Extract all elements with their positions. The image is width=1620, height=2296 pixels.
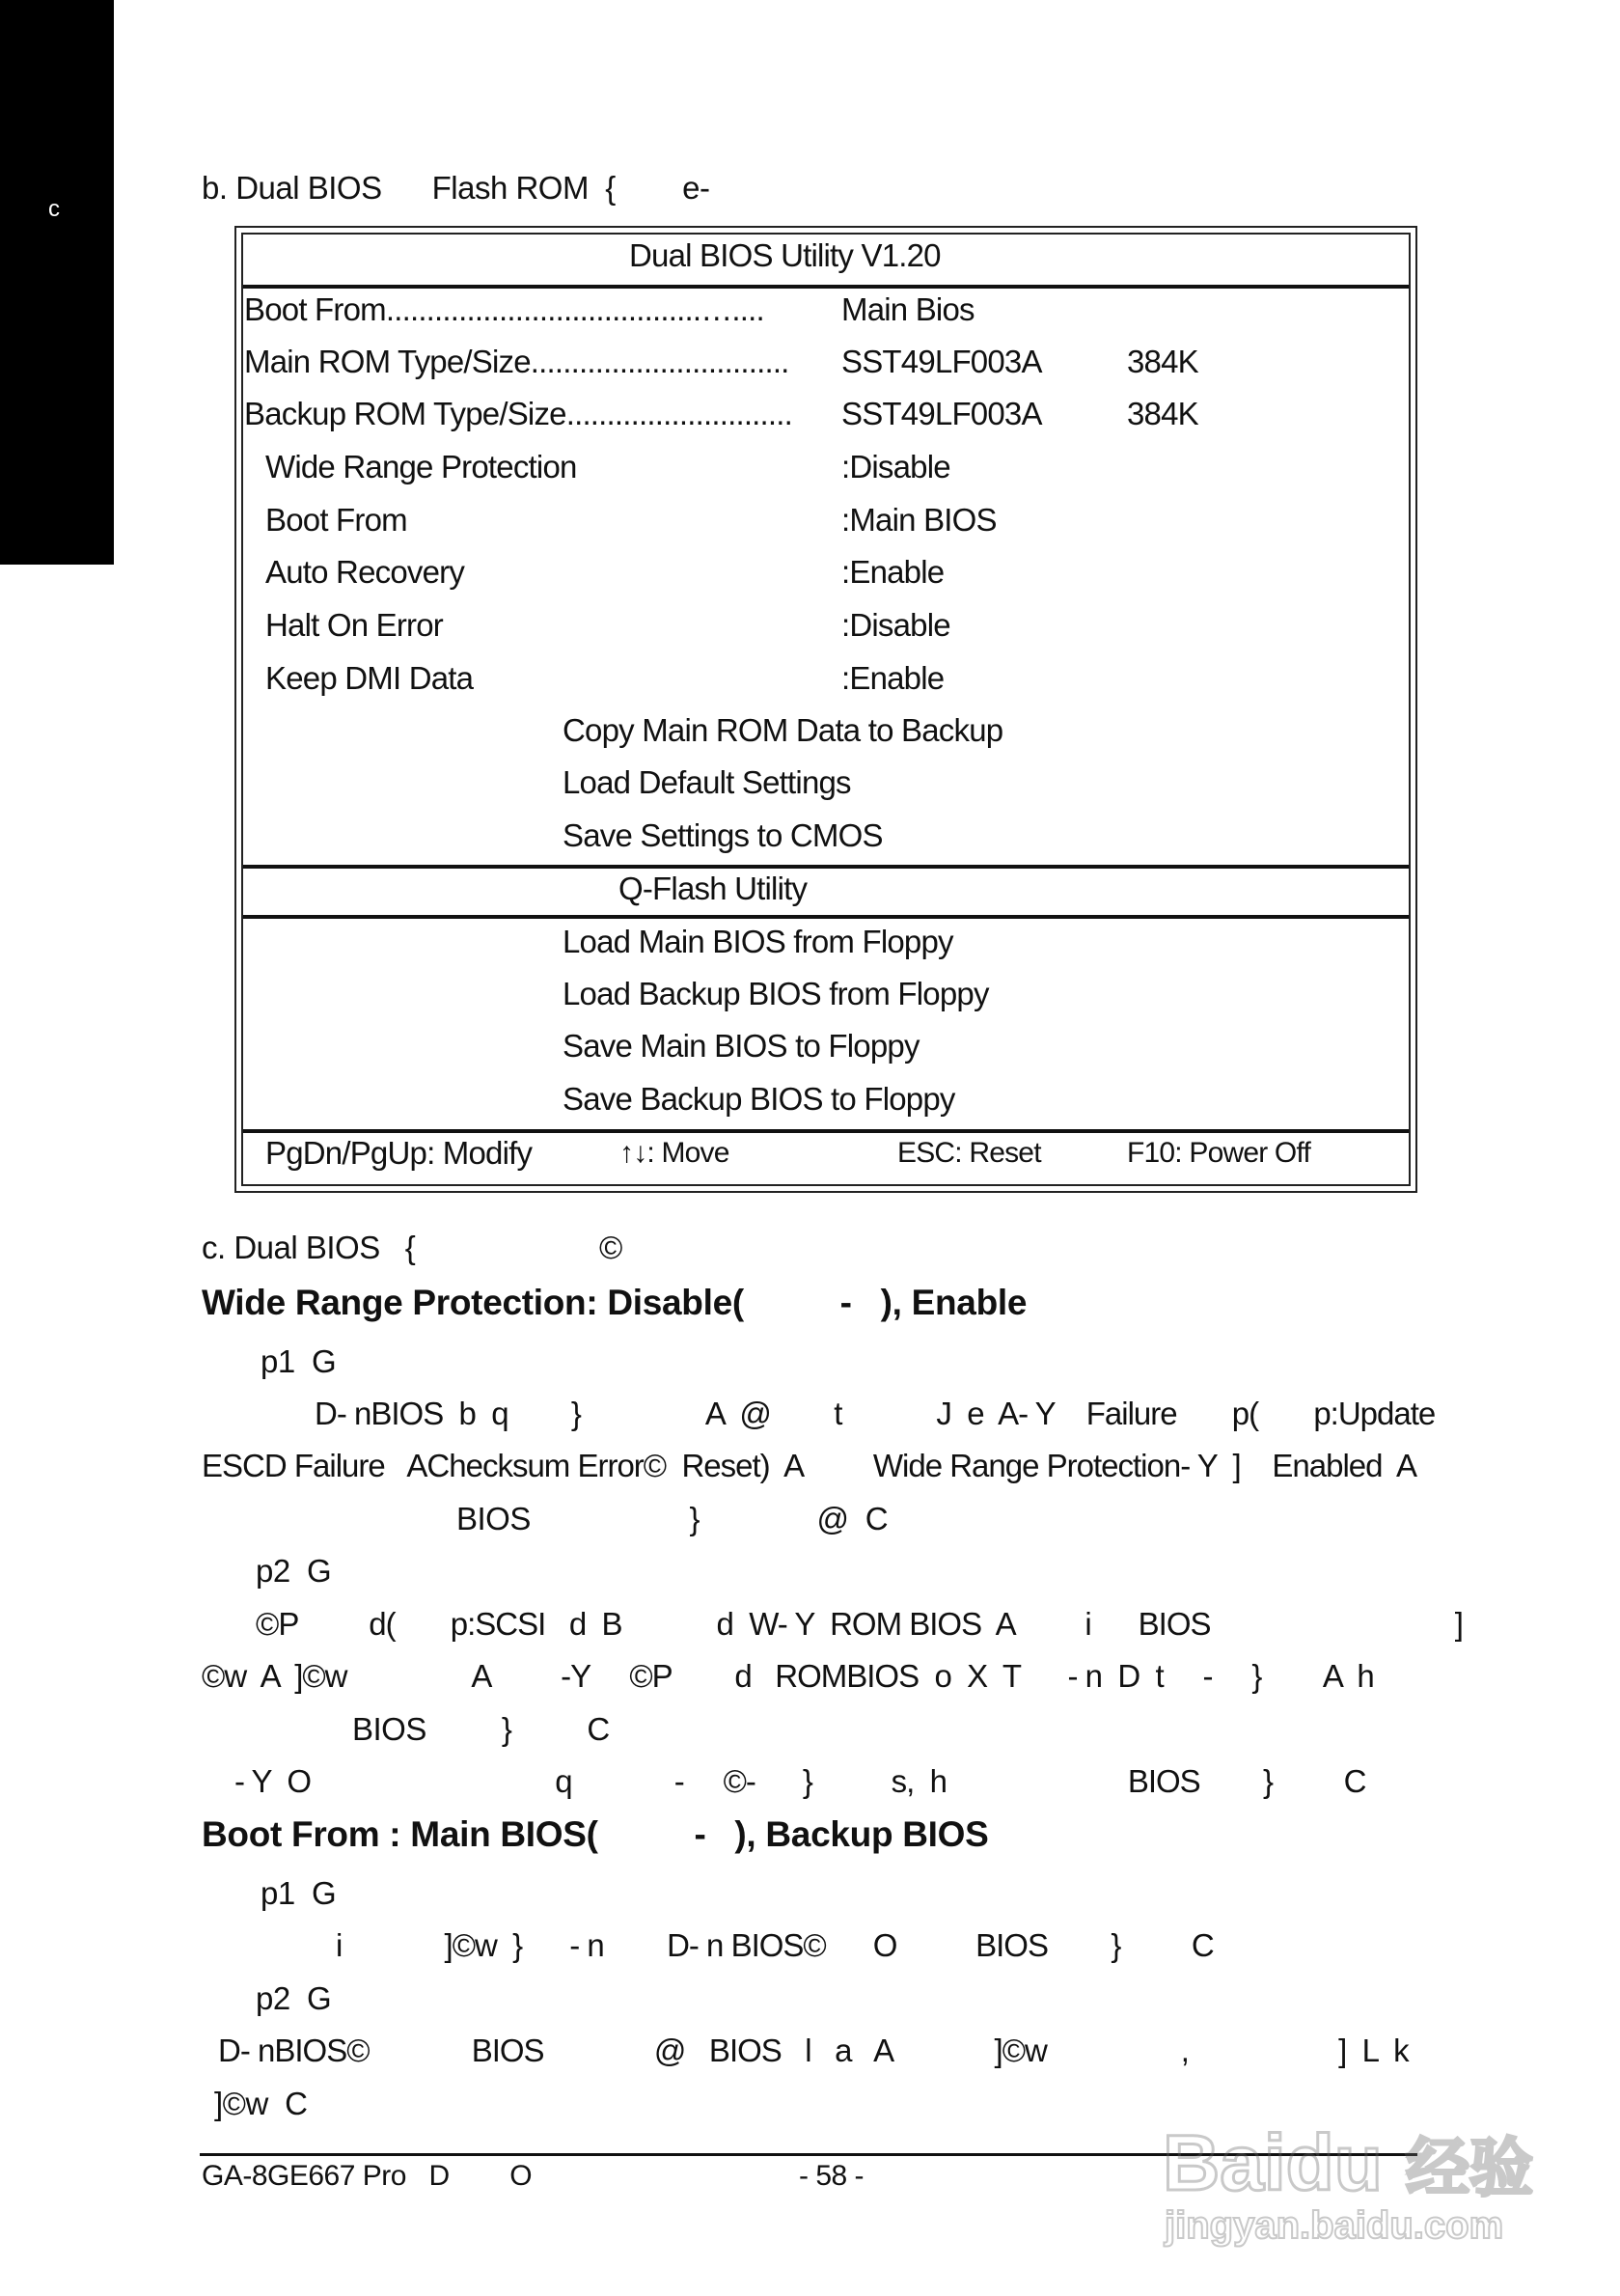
- info-label-main-rom: Main ROM Type/Size................................: [244, 344, 789, 379]
- setting-boot-from-value[interactable]: :Main BIOS: [841, 502, 997, 538]
- baidu-jingyan-watermark: [1153, 2105, 1558, 2250]
- info-value-main-rom: SST49LF003A: [841, 344, 1042, 379]
- wide-range-p2-line-3: BIOS } C: [352, 1711, 610, 1747]
- boot-from-p2-line-1: D- nBIOS© BIOS @ BIOS l a A ]©w , ] L k: [218, 2033, 1409, 2068]
- qflash-top-rule: [243, 865, 1409, 869]
- boot-from-p1-line-1: i ]©w } - n D- n BIOS© O BIOS } C: [336, 1927, 1214, 1963]
- wide-range-p2-label: p2 G: [256, 1553, 332, 1589]
- wide-range-p2-line-1: ©P d( p:SCSI d B d W- Y ROM BIOS A i BIOS ]: [256, 1606, 1463, 1642]
- action-save-cmos[interactable]: Save Settings to CMOS: [563, 817, 883, 853]
- watermark-url: jingyan.baidu.com: [1165, 2204, 1504, 2247]
- footer-power-hint: F10: Power Off: [1127, 1137, 1310, 1169]
- wide-range-p1-label: p1 G: [261, 1343, 337, 1379]
- section-c-heading: c. Dual BIOS { ©: [202, 1230, 622, 1265]
- section-b-heading: b. Dual BIOS Flash ROM { e-: [202, 170, 710, 206]
- action-load-defaults[interactable]: Load Default Settings: [563, 764, 851, 800]
- boot-from-p1-label: p1 G: [261, 1875, 337, 1911]
- menu-title: Dual BIOS Utility V1.20: [629, 237, 941, 273]
- setting-halt-on-error-label[interactable]: Halt On Error: [265, 607, 443, 643]
- action-copy-main-rom[interactable]: Copy Main ROM Data to Backup: [563, 712, 1003, 748]
- footer-move-hint: ↑↓: Move: [619, 1137, 729, 1169]
- footer-page-number: - 58 -: [799, 2160, 865, 2192]
- footer-model: GA-8GE667 Pro D O: [202, 2160, 533, 2192]
- menu-footer-rule: [243, 1129, 1409, 1133]
- qflash-load-backup[interactable]: Load Backup BIOS from Floppy: [563, 976, 989, 1011]
- setting-wide-range-value[interactable]: :Disable: [841, 449, 950, 484]
- info-value-boot-from: Main Bios: [841, 291, 975, 327]
- wide-range-p1-line-3: BIOS } @ C: [456, 1501, 889, 1536]
- wide-range-heading: Wide Range Protection: Disable( - ), Enable: [202, 1283, 1028, 1322]
- setting-keep-dmi-label[interactable]: Keep DMI Data: [265, 660, 474, 696]
- info-size-backup-rom: 384K: [1127, 396, 1198, 431]
- watermark-brand: Baidu: [1163, 2119, 1383, 2207]
- setting-halt-on-error-value[interactable]: :Disable: [841, 607, 950, 643]
- wide-range-p2-line-2: ©w A ]©w A -Y ©P d ROMBIOS o X T - n D t - } A h: [202, 1658, 1374, 1694]
- watermark-cn: 经验: [1406, 2131, 1533, 2205]
- setting-keep-dmi-value[interactable]: :Enable: [841, 660, 945, 696]
- boot-from-p2-line-2: ]©w C: [214, 2086, 308, 2121]
- boot-from-p2-label: p2 G: [256, 1980, 332, 2016]
- footer-modify-hint: PgDn/PgUp: Modify: [265, 1135, 533, 1171]
- wide-range-p1-line-2: ESCD Failure AChecksum Error© Reset) A Wide Range Protection- Y ] Enabled A: [202, 1448, 1417, 1483]
- info-size-main-rom: 384K: [1127, 344, 1198, 379]
- info-label-backup-rom: Backup ROM Type/Size............................: [244, 396, 793, 431]
- wide-range-p1-line-1: D- nBIOS b q } A @ t J e A- Y Failure p( p:Update: [315, 1396, 1436, 1431]
- qflash-bottom-rule: [243, 915, 1409, 919]
- footer-reset-hint: ESC: Reset: [897, 1137, 1041, 1169]
- setting-auto-recovery-label[interactable]: Auto Recovery: [265, 554, 465, 590]
- info-value-backup-rom: SST49LF003A: [841, 396, 1042, 431]
- info-label-boot-from: Boot From.......................................…....: [244, 291, 764, 327]
- setting-boot-from-label[interactable]: Boot From: [265, 502, 407, 538]
- side-tab: [0, 0, 114, 565]
- wide-range-p2-line-4: - Y O q - ©- } s, h BIOS } C: [234, 1763, 1366, 1799]
- qflash-load-main[interactable]: Load Main BIOS from Floppy: [563, 924, 953, 959]
- boot-from-heading: Boot From : Main BIOS( - ), Backup BIOS: [202, 1814, 989, 1854]
- setting-wide-range-label[interactable]: Wide Range Protection: [265, 449, 577, 484]
- qflash-title: Q-Flash Utility: [618, 871, 808, 906]
- menu-title-rule: [243, 285, 1409, 289]
- qflash-save-backup[interactable]: Save Backup BIOS to Floppy: [563, 1081, 955, 1117]
- qflash-save-main[interactable]: Save Main BIOS to Floppy: [563, 1028, 920, 1064]
- side-tab-label: c: [48, 196, 60, 222]
- setting-auto-recovery-value[interactable]: :Enable: [841, 554, 945, 590]
